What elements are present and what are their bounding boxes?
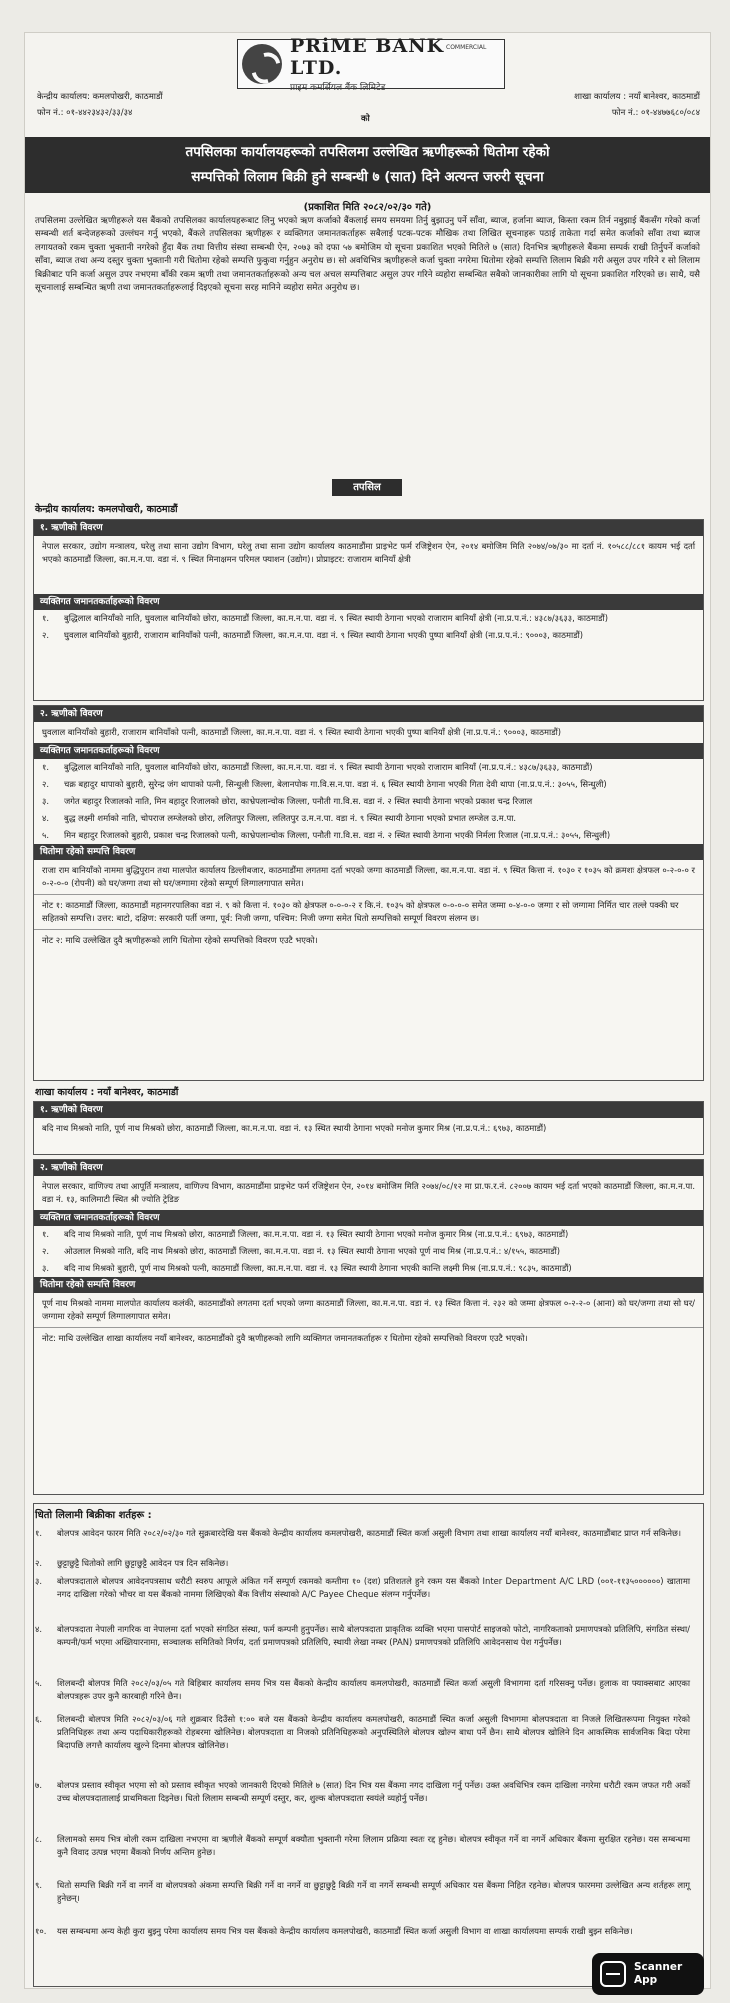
- section-2-property-text: राजा राम बानियाँको नाममा बुद्धिपुरान तथा मालपोत कार्यालय डिल्लीबजार, काठमाडौंमा लगतमा दर्ता भएको जग्गा काठमाडौं जिल्ला, का.म.न.पा. वडा नं. ९ स्थित कित्ता नं. १०३० र १०३५ को क्रमशः क्षेत्रफल ०-२-०-० र ०-२-०-० (रोपनी) को घर/जग्गा तथा सो घर/जग्गामा रहेको सम्पूर्ण लिग्गालगापात समेत।: [42, 865, 695, 888]
- list-item-text: मिन बहादुर रिजालको बुहारी, प्रकाश चन्द्र रिजालको पत्नी, काभ्रेपलान्चोक जिल्ला, पनौती गा.वि.स. वडा नं. २ स्थित स्थायी ठेगाना भएकी निर्मला रिजाल (ना.प्र.प.नं.: ३०५५, सिन्धुली): [64, 830, 611, 840]
- bank-name: PRiME BANK LTD.: [289, 35, 445, 79]
- list-item-number: ३.: [42, 796, 50, 806]
- tapasil-label: तपसिल: [332, 479, 402, 496]
- condition-text: बोलपत्रदाता नेपाली नागरिक वा नेपालमा दर्ता भएको संगठित संस्था, फर्म कम्पनी हुनुपर्नेछ। साथै बोलपत्रदाता प्राकृतिक व्यक्ति भएमा पासपोर्ट साइजको फोटो, नागरिकताको प्रमाणपत्रको प्रतिलिपि, संगठित संस्था/कम्पनी/फर्म भएमा अख्तियारनामा, सञ्चालक समितिको निर्णय, दर्ता प्रमाणपत्रको प्रतिलिपि, स्थायी लेखा नम्बर (PAN) प्रमाणपत्रको प्रतिलिपि आवेदनसाथ पेश गर्नुपर्नेछ।: [57, 1624, 690, 1647]
- list-item: [35, 1713, 690, 1752]
- section-3-borrower-band: १. ऋणीको विवरण: [34, 1102, 703, 1118]
- bank-logo-icon: [242, 44, 282, 84]
- list-item-number: १.: [42, 613, 50, 623]
- condition-number: ५.: [35, 1678, 43, 1688]
- condition-number: ९.: [35, 1880, 43, 1890]
- list-item: [35, 1677, 690, 1703]
- list-item-number: २.: [42, 779, 50, 789]
- condition-text: शिलबन्दी बोलपत्र मिति २०८२/०३/०६ गते शुक्रबार दिउँसो १:०० बजे यस बैंकको केन्द्रीय कार्यालय कमलपोखरी, काठमाडौं स्थित कर्जा असुली विभागमा बोलपत्रदाता वा निजले लिखितरूपमा नियुक्त गरेको प्रतिनिधिहरू तथा अन्य पदाधिकारीहरूको रोहबरमा खोलिनेछ। बोलपत्रदाता वा निजको प्रतिनिधिहरूको अनुपस्थितिले बोलपत्र खोल्न बाधा पर्ने छैन। साथै बोलपत्र खोलिने दिन आकस्मिक सार्वजनिक बिदा परेमा बिदापछि लगत्तै कार्यालय खुल्ने दिनमा बोलपत्र खोलिनेछ।: [57, 1714, 690, 1750]
- section-1-borrower-band: १. ऋणीको विवरण: [34, 520, 703, 536]
- section-3-borrower-text: बदि नाथ मिश्रको नाति, पूर्ण नाथ मिश्रको छोरा, काठमाडौं जिल्ला, का.म.न.पा. वडा नं. १३ स्थित स्थायी ठेगाना भएको मनोज कुमार मिश्र (ना.प्र.प.नं.: ६९७३, काठमाडौं): [42, 1123, 547, 1133]
- publication-date: (प्रकाशित मिति २०८२/०२/३० गते): [303, 202, 432, 213]
- branch-office-phone: फोन नं.: ०१-४४७७६८०/०८४: [611, 108, 700, 118]
- condition-number: १०.: [35, 1926, 47, 1936]
- section-2-property-band: धितोमा रहेको सम्पत्ति विवरण: [34, 844, 703, 860]
- list-item-text: ओउलाल मिश्रको नाति, बदि नाथ मिश्रको छोरा, काठमाडौं जिल्ला, का.म.न.पा. वडा नं. १३ स्थित स्थायी ठेगाना भएको पूर्ण नाथ मिश्र (ना.प्र.प.नं.: ४/१५५, काठमाडौं): [64, 1246, 561, 1256]
- list-item-text: बुद्धिलाल बानियाँको नाति, घुवलाल बानियाँको छोरा, काठमाडौं जिल्ला, का.म.न.पा. वडा नं. ९ स्थित स्थायी ठेगाना भएको राजाराम बानियाँ क्षेत्री (ना.प्र.प.नं.: ४३८७/३६३३, काठमाडौं): [64, 613, 608, 623]
- list-item: [35, 1779, 690, 1805]
- section-2-borrower-band: २. ऋणीको विवरण: [34, 706, 703, 722]
- list-item: [35, 1527, 690, 1540]
- list-item-number: १.: [42, 1229, 50, 1239]
- list-item: [34, 610, 703, 627]
- section-4-property-text: पूर्ण नाथ मिश्रको नाममा मालपोत कार्यालय कलंकी, काठमाडौंको लगतमा दर्ता भएको जग्गा काठमाडौं जिल्ला, का.म.न.पा. वडा नं. १३ स्थित कित्ता नं. २३२ को जम्मा क्षेत्रफल ०-२-२-० (आना) को घर/जग्गा तथा सो घर/जग्गामा रहेको सम्पूर्ण लिग्गालगापात समेत।: [42, 1298, 695, 1321]
- condition-number: ३.: [35, 1576, 43, 1586]
- header-connector-word: को: [361, 114, 370, 124]
- scanner-icon: [600, 1961, 626, 1987]
- notice-title-line-2: सम्पत्तिको लिलाम बिक्री हुने सम्बन्धी ७ (सात) दिने अत्यन्त जरुरी सूचना: [191, 169, 544, 185]
- list-item-number: ३.: [42, 1263, 50, 1273]
- notice-title-line-1: तपसिलका कार्यालयहरूको तपसिलमा उल्लेखित ऋणीहरूको धितोमा रहेको: [185, 144, 550, 160]
- central-office-heading: केन्द्रीय कार्यालय: कमलपोखरी, काठमाडौं: [35, 504, 178, 515]
- list-item-text: बुद्धिलाल बानियाँको नाति, घुवलाल बानियाँको छोरा, काठमाडौं जिल्ला, का.म.न.पा. वडा नं. ९ स्थित स्थायी ठेगाना भएको राजाराम बानियाँ (ना.प्र.प.नं.: ४३८७/३६३३, काठमाडौं): [64, 762, 593, 772]
- condition-number: ६.: [35, 1714, 43, 1724]
- list-item-number: ५.: [42, 830, 50, 840]
- section-2-guarantor-band: व्यक्तिगत जमानतकर्ताहरूको विवरण: [34, 743, 703, 759]
- notice-title: [25, 137, 710, 193]
- list-item: [34, 1226, 703, 1243]
- condition-number: ८.: [35, 1834, 43, 1844]
- section-4-borrower-text: नेपाल सरकार, वाणिज्य तथा आपूर्ति मन्त्रालय, वाणिज्य विभाग, काठमाडौंमा प्राइभेट फर्म रजिष्ट्रेशन ऐन, २०१४ बमोजिम मिति २०७४/०८/१२ मा प्रा.फ.र.नं. ८२००७ कायम भई दर्ता भएको काठमाडौं जिल्ला, का.म.न.पा. वडा नं. १३, कालिमाटी स्थित श्री ज्योति ट्रेडिङ: [42, 1181, 695, 1204]
- condition-text: धितो सम्पत्ति बिक्री गर्ने वा नगर्ने वा बोलपत्रको अंकमा सम्पत्ति बिक्री गर्ने वा नगर्ने वा छुट्टाछुट्टै बिक्री गर्ने वा नगर्ने सम्बन्धी सम्पूर्ण अधिकार यस बैंकमा निहित रहनेछ। बोलपत्र फारममा उल्लेखित अन्य शर्तहरू लागू हुनेछन्।: [57, 1880, 690, 1903]
- list-item: [35, 1623, 690, 1649]
- section-4-note: नोट: माथि उल्लेखित शाखा कार्यालय नयाँ बानेश्वर, काठमाडौंको दुवै ऋणीहरूको लागि व्यक्तिगत जमानतकर्ताहरू र धितोमा रहेको सम्पत्तिको विवरण एउटै भएको।: [34, 1327, 703, 1349]
- section-4-borrower-band: २. ऋणीको विवरण: [34, 1160, 703, 1176]
- section-4-box: [33, 1159, 704, 1495]
- section-3-box: [33, 1101, 704, 1155]
- central-office-address: केन्द्रीय कार्यालय: कमलपोखरी, काठमाडौं: [37, 92, 163, 102]
- section-1-box: [33, 519, 704, 701]
- list-item-text: जगेत बहादुर रिजालको नाति, मिन बहादुर रिजालको छोरा, काभ्रेपलान्चोक जिल्ला, पनौती गा.वि.स. वडा नं. २ स्थित स्थायी ठेगाना भएको प्रकाश चन्द्र रिजाल: [64, 796, 533, 806]
- list-item: [34, 793, 703, 810]
- section-1-guarantor-band: व्यक्तिगत जमानतकर्ताहरूको विवरण: [34, 594, 703, 610]
- bank-name-nepali: प्राइम कमर्सियल बैंक लिमिटेड: [289, 83, 386, 93]
- watermark-line-2: App: [634, 1974, 658, 1986]
- list-item-text: बुद्ध लक्ष्मी शर्माको नाति, चोपराज लम्जेलको छोरा, ललितपुर जिल्ला, ललितपुर उ.म.न.पा. वडा नं. ९ स्थित स्थायी ठेगाना भएको प्रभात लम्जेल उ.म.पा.: [64, 813, 517, 823]
- list-item: [34, 776, 703, 793]
- conditions-heading: धितो लिलामी बिक्रीका शर्तहरू :: [35, 1510, 152, 1521]
- condition-number: २.: [35, 1558, 43, 1568]
- watermark-line-1: Scanner: [634, 1961, 683, 1973]
- section-2-box: [33, 705, 704, 1081]
- list-item-text: चक्र बहादुर थापाको बुहारी, सुरेन्द्र जंग थापाको पत्नी, सिन्धुली जिल्ला, बेलानपोक गा.वि.स.न.पा. वडा नं. ६ स्थित स्थायी ठेगाना भएकी गिता देवी थापा (ना.प्र.प.नं.: ३०५५, सिन्धुली): [64, 779, 607, 789]
- condition-text: लिलामको समय भित्र बोली रकम दाखिला नभएमा वा ऋणीले बैंकको सम्पूर्ण बक्यौता भुक्तानी गरेमा लिलाम प्रक्रिया स्वतः रद्द हुनेछ। बोलपत्र स्वीकृत गर्ने वा नगर्ने अधिकार बैंकमा सुरक्षित रहनेछ। यस सम्बन्धमा कुनै विवाद उत्पन्न भएमा बैंकको निर्णय अन्तिम हुनेछ।: [57, 1834, 690, 1857]
- branch-office-heading: शाखा कार्यालय : नयाँ बानेश्वर, काठमाडौं: [35, 1087, 179, 1098]
- section-4-guarantor-band: व्यक्तिगत जमानतकर्ताहरूको विवरण: [34, 1210, 703, 1226]
- list-item: [34, 1243, 703, 1260]
- list-item: [34, 627, 703, 644]
- list-item: [34, 759, 703, 776]
- list-item: [35, 1557, 690, 1570]
- section-2-borrower-text: घुवलाल बानियाँको बुहारी, राजाराम बानियाँको पत्नी, काठमाडौं जिल्ला, का.म.न.पा. वडा नं. ९ स्थित स्थायी ठेगाना भएकी पुष्पा बानियाँ क्षेत्री (ना.प्र.प.नं.: ९०००३, काठमाडौं): [42, 727, 562, 737]
- section-1-borrower-text: नेपाल सरकार, उद्योग मन्त्रालय, घरेलु तथा साना उद्योग विभाग, घरेलु तथा साना उद्योग कार्यालय काठमाडौंमा प्राइभेट फर्म रजिष्ट्रेशन ऐन, २०१४ बमोजिम मिति २०७४/०७/३० मा दर्ता नं. १०५८८/८८१ कायम भई दर्ता भएको काठमाडौं जिल्ला, का.म.न.पा. वडा नं. ९ स्थित मिनाक्षमन परिमल फ्याशन (उद्योग)। प्रोप्राइटर: राजाराम बानियाँ क्षेत्री: [42, 541, 695, 564]
- newspaper-notice: [24, 32, 711, 1989]
- list-item: [35, 1833, 690, 1859]
- scanner-app-watermark: [592, 1953, 704, 1995]
- condition-text: यस सम्बन्धमा अन्य केही कुरा बुझ्नु परेमा कार्यालय समय भित्र यस बैंकको केन्द्रीय कार्यालय कमलपोखरी, काठमाडौं स्थित कर्जा असुली विभाग वा शाखा कार्यालयमा सम्पर्क राखी बुझ्न सकिनेछ।: [57, 1926, 633, 1936]
- condition-number: ४.: [35, 1624, 43, 1634]
- list-item-text: बदि नाथ मिश्रको नाति, पूर्ण नाथ मिश्रको छोरा, काठमाडौं जिल्ला, का.म.न.पा. वडा नं. १३ स्थित स्थायी ठेगाना भएको मनोज कुमार मिश्र (ना.प्र.प.नं.: ६९७३, काठमाडौं): [64, 1229, 569, 1239]
- list-item-text: घुवलाल बानियाँको बुहारी, राजाराम बानियाँको पत्नी, काठमाडौं जिल्ला, का.म.न.पा. वडा नं. ९ स्थित स्थायी ठेगाना भएकी पुष्पा बानियाँ क्षेत्री (ना.प्र.प.नं.: ९०००३, काठमाडौं): [64, 630, 584, 640]
- branch-office-address: शाखा कार्यालय : नयाँ बानेश्वर, काठमाडौं: [574, 92, 700, 102]
- list-item-number: २.: [42, 1246, 50, 1256]
- section-4-property-band: धितोमा रहेको सम्पत्ति विवरण: [34, 1277, 703, 1293]
- logo-commercial-tag: COMMERCIAL: [446, 44, 487, 51]
- list-item-text: बदि नाथ मिश्रको बुहारी, पूर्ण नाथ मिश्रको पत्नी, काठमाडौं जिल्ला, का.म.न.पा. वडा नं. १३ स्थित स्थायी ठेगाना भएकी कान्ति लक्ष्मी मिश्र (ना.प्र.प.नं.: ९८३५, काठमाडौं): [64, 1263, 572, 1273]
- condition-text: शिलबन्दी बोलपत्र मिति २०८२/०३/०५ गते बिहिबार कार्यालय समय भित्र यस बैंकको केन्द्रीय कार्यालय कमलपोखरी, काठमाडौं स्थित कर्जा असुली विभागमा दर्ता गरिसक्नु पर्नेछ। हुलाक वा फ्याक्सबाट आएका बोलपत्रहरू उपर कुनै कारबाही गरिने छैन।: [57, 1678, 690, 1701]
- condition-text: छुट्टाछुट्टै धितोको लागि छुट्टाछुट्टै आवेदन पत्र दिन सकिनेछ।: [57, 1558, 229, 1568]
- intro-paragraph: तपसिलमा उल्लेखित ऋणीहरूले यस बैंकको तपसिलका कार्यालयहरूबाट लिनु भएको ऋण कर्जाको बैंकलाई समय समयमा तिर्नु बुझाउनु पर्ने साँवा, ब्याज, हर्जाना ब्याज, किस्ता रकम तिर्न नबुझाई बैंकसँग गरेको कर्जा सम्बन्धी शर्त बन्देजहरूको उल्लंघन गर्नु भएको, बैंकले तपसिलका ऋणीहरू र व्यक्तिगत जमानतकर्ताहरू सबैलाई पटक-पटक मौखिक तथा लिखित सूचनाहरू पठाई ताकेता गर्दा समेत कर्जाको साँवा तथा ब्याज लगायतको रकम चुक्ता भुक्तानी नगरेको हुँदा बैंक तथा वित्तीय संस्था सम्बन्धी ऐन, २०७३ को दफा ५७ बमोजिम यो सूचना प्रकाशित भएको मितिले ७ (सात) दिनभित्र ऋणीहरूले बैंकमा सम्पर्क राखी तिर्नुपर्ने कर्जाको साँवा, ब्याज तथा अन्य दस्तुर चुक्ता भुक्तानी गरी धितोमा रहेको सम्पत्ति फुकुवा गर्नुहुन अनुरोध छ। सो अवधिभित्र ऋणीहरूले कर्जा चुक्ता नगरेमा धितोमा रहेको सम्पत्ति लिलाम बिक्री गरी असुल उपर गरिने र सो लिलाम बिक्रीबाट पनि कर्जा असुल उपर नभएमा बाँकी रकम ऋणी तथा जमानतकर्ताहरूको अन्य चल अचल सम्पत्तिबाट असुल उपर गरिने व्यहोरा सम्बन्धित सबैको जानकारीका लागि यो सूचना प्रकाशित गरिएको छ। साथै, यसै सूचनालाई सम्बन्धित ऋणी तथा जमानतकर्ताहरूलाई दिइएको सूचना सरह मानिने व्यहोरा समेत अनुरोध छ।: [35, 216, 700, 294]
- condition-number: १.: [35, 1528, 43, 1538]
- condition-text: बोलपत्र आवेदन फारम मिति २०८२/०२/३० गते सुक्रबारदेखि यस बैंकको केन्द्रीय कार्यालय कमलपोखरी, काठमाडौं स्थित कर्जा असुली विभाग तथा शाखा कार्यालय नयाँ बानेश्वर, काठमाडौंबाट प्राप्त गर्न सकिनेछ।: [57, 1528, 682, 1538]
- central-office-phone: फोन नं.: ०१-४४२३४३२/३३/३४: [37, 108, 133, 118]
- list-item-number: ४.: [42, 813, 50, 823]
- list-item-number: १.: [42, 762, 50, 772]
- list-item: [34, 810, 703, 827]
- section-2-note-1: नोट १: काठमाडौं जिल्ला, काठमाडौं महानगरपालिका वडा नं. ९ को कित्ता नं. १०३० को क्षेत्रफल ०-०-०-२ र कि.नं. १०३५ को क्षेत्रफल ०-०-०-० समेत जम्मा ०-४-०-० जग्गा र सो जग्गामा निर्मित चार तल्ले पक्की घर सहितको सम्पत्ति। उत्तर: बाटो, दक्षिण: सरकारी पर्ती जग्गा, पूर्व: निजी जग्गा, पश्चिम: निजी जग्गा समेत धितो सम्पत्तिको सम्पूर्ण विवरण संलग्न छ।: [34, 894, 703, 929]
- condition-text: बोलपत्रदाताले बोलपत्र आवेदनपत्रसाथ धरौटी स्वरुप आफूले अंकित गर्ने सम्पूर्ण रकमको कम्तीमा १० (दश) प्रतिशतले हुने रकम यस बैंकको Inter Department A/C LRD (००१-११३५००००००) खातामा नगद दाखिला गरेको भौचर वा यस बैंकको नाममा लिखिएको बैंक वित्तीय संस्थाको A/C Payee Cheque संलग्न गर्नुपर्नेछ।: [57, 1576, 690, 1599]
- list-item: [34, 827, 703, 844]
- condition-number: ७.: [35, 1780, 43, 1790]
- list-item-number: २.: [42, 630, 50, 640]
- bank-logo: [237, 35, 505, 93]
- list-item: [34, 1260, 703, 1277]
- list-item: [35, 1575, 690, 1601]
- section-2-note-2: नोट २: माथि उल्लेखित दुवै ऋणीहरूको लागि धितोमा रहेको सम्पत्तिको विवरण एउटै भएको।: [34, 929, 703, 951]
- list-item: [35, 1879, 690, 1905]
- list-item: [35, 1925, 690, 1938]
- condition-text: बोलपत्र प्रस्ताव स्वीकृत भएमा सो को प्रस्ताव स्वीकृत भएको जानकारी दिएको मितिले ७ (सात) दिन भित्र यस बैंकमा नगद दाखिला गर्नु पर्नेछ। उक्त अवधिभित्र रकम दाखिला नगरेमा धरौटी रकम जफत गरी अर्को उच्च बोलपत्रदातालाई प्राथमिकता दिइनेछ। धितो लिलाम सम्बन्धी सम्पूर्ण दस्तुर, कर, शुल्क बोलपत्रदाता स्वयंले व्यहोर्नु पर्नेछ।: [57, 1780, 690, 1803]
